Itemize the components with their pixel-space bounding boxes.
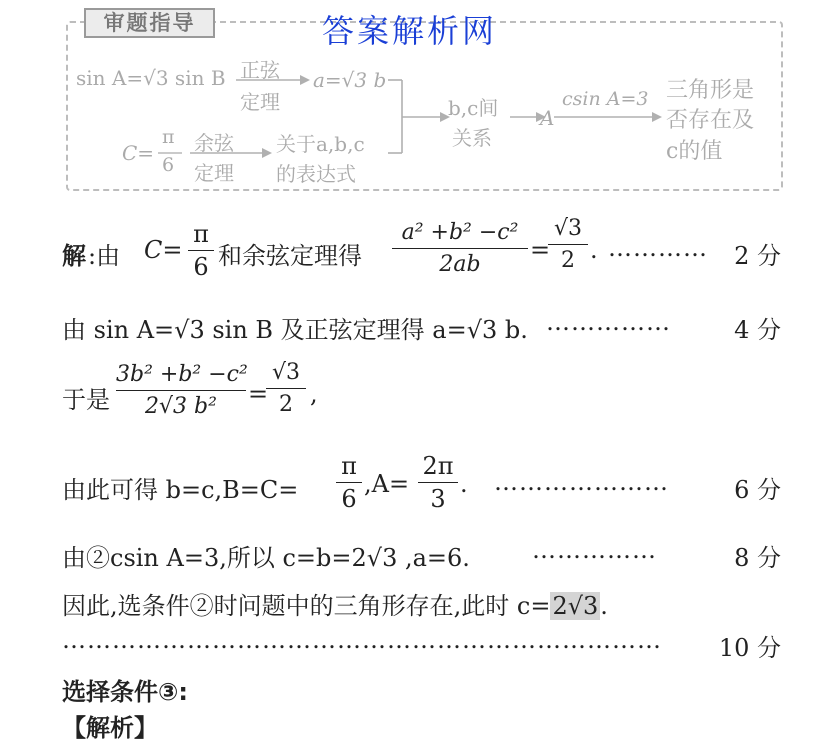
step1-prefix: :由 (88, 242, 121, 270)
step7-dots: ……………………………………………………………… (62, 626, 662, 654)
analysis-heading: 【解析】 (62, 714, 158, 742)
guide-tag: 审题指导 (84, 8, 215, 38)
step1-eq: = (530, 236, 551, 264)
step1-c-eq: C= (144, 236, 183, 264)
step3-eq: = (248, 380, 269, 408)
guide-branch2-lhs: C= (122, 141, 155, 165)
watermark: 答案解析网 (322, 12, 498, 50)
guide-condition: csin A=3 (562, 88, 649, 110)
guide-branch2-result-bottom: 的表达式 (276, 162, 356, 186)
step4-pi-frac (336, 452, 362, 513)
step2-text: 由 sin A=√3 sin B 及正弦定理得 a=√3 b. (62, 316, 528, 344)
guide-branch2-pi: π (162, 126, 175, 148)
step4-six: 6 (341, 485, 357, 513)
step6-text (62, 586, 608, 621)
step3-result-frac (266, 360, 306, 417)
step1-denominator: 2ab (439, 252, 481, 277)
step1-dots: ………… (608, 234, 708, 262)
step4-dots: ………………… (494, 468, 669, 496)
step5-dots: …………… (532, 536, 657, 564)
guide-branch2-six: 6 (162, 154, 175, 176)
step3-result-num: √3 (271, 360, 300, 385)
step1-result-den: 2 (561, 248, 575, 273)
guide-branch2-result-top: 关于a,b,c (276, 132, 365, 156)
guide-merge-top: b,c间 (448, 96, 499, 120)
step1-result-frac (548, 216, 588, 273)
step3-denominator: 2√3 b² (145, 394, 217, 419)
guide-branch1-formula: sin A=√3 sin B (76, 66, 226, 90)
condition3-heading: 选择条件③: (62, 678, 188, 706)
step1-score: 2 分 (734, 242, 781, 270)
step1-pi: π (193, 220, 209, 248)
step3-end: , (310, 380, 318, 408)
guide-branch1-result: a=√3 b (313, 68, 387, 92)
step3-numerator: 3b² +b² −c² (116, 362, 248, 387)
step1-end: . (590, 236, 598, 264)
step3-result-den: 2 (279, 392, 293, 417)
step6-answer: 2√3 (552, 592, 599, 620)
step1-pi-frac (188, 220, 214, 281)
step7-score: 10 分 (718, 634, 781, 662)
guide-node-a: A (540, 106, 555, 130)
solution-label: 解 (62, 241, 86, 270)
step1-result-num: √3 (553, 216, 582, 241)
step1-six: 6 (193, 253, 209, 281)
step2-score: 4 分 (734, 316, 781, 344)
guide-final-line3: c的值 (666, 139, 723, 164)
step3-prefix: 于是 (62, 386, 110, 414)
guide-final-line2: 否存在及 (666, 108, 755, 133)
step4-2pi-frac (418, 452, 458, 513)
step6-end: . (600, 592, 608, 620)
step1-mid: 和余弦定理得 (218, 242, 362, 270)
step4-prefix: 由此可得 b=c,B=C= (62, 476, 299, 504)
guide-branch1-via-top: 正弦 (240, 58, 280, 82)
step4-2pi: 2π (422, 452, 454, 480)
guide-branch2-via-top: 余弦 (194, 131, 234, 155)
step2-dots: …………… (546, 308, 671, 336)
step1-numerator: a² +b² −c² (401, 220, 519, 245)
step4-end: . (460, 470, 468, 498)
step5-text: 由②csin A=3,所以 c=b=2√3 ,a=6. (62, 544, 470, 572)
step3-main-frac (116, 362, 246, 419)
step4-pi: π (341, 452, 357, 480)
step6-prefix: 因此,选条件②时问题中的三角形存在,此时 c= (62, 592, 551, 620)
guide-merge-bottom: 关系 (452, 126, 492, 150)
step1-main-frac (392, 220, 528, 277)
guide-branch2-via-bottom: 定理 (194, 161, 234, 185)
guide-final-line1: 三角形是 (666, 78, 755, 103)
step4-three: 3 (430, 485, 446, 513)
step4-mid: ,A= (364, 470, 410, 498)
step4-score: 6 分 (734, 476, 781, 504)
guide-branch1-via-bottom: 定理 (240, 90, 280, 114)
step5-score: 8 分 (734, 544, 781, 572)
